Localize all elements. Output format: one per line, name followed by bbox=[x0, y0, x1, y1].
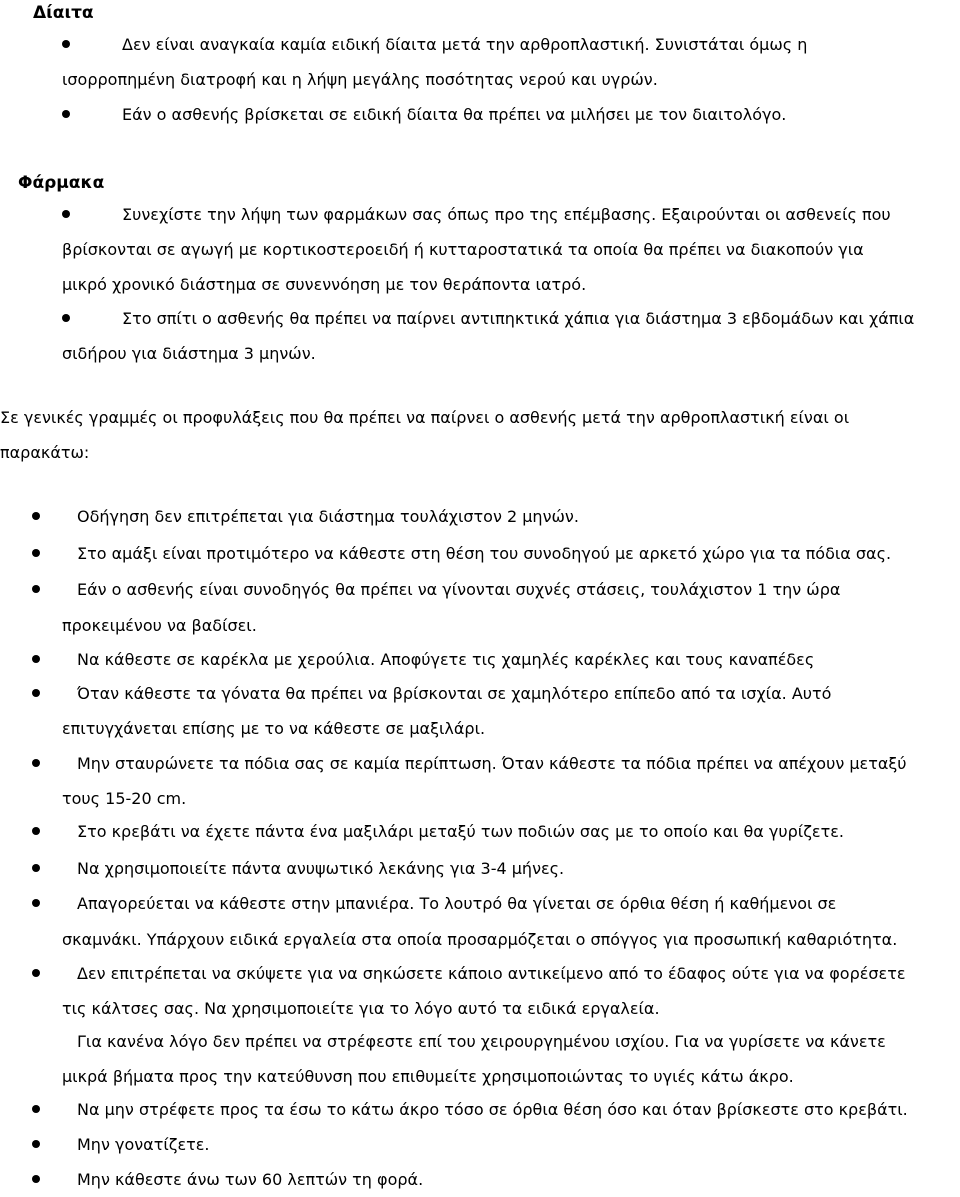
precaution-item bbox=[32, 499, 960, 534]
precaution-item bbox=[32, 746, 960, 816]
list-item bbox=[62, 97, 960, 132]
bullet-icon bbox=[32, 956, 52, 991]
bullet-icon bbox=[32, 886, 52, 921]
list-item-line: σκαμνάκι. Υπάρχουν ειδικά εργαλεία στα οποία προσαρμόζεται ο σπόγγος για προσωπική καθαριότητα. bbox=[62, 930, 898, 949]
bullet-icon bbox=[32, 536, 52, 571]
precaution-item bbox=[32, 1024, 960, 1094]
precaution-item bbox=[32, 1162, 960, 1193]
precaution-item bbox=[32, 886, 960, 956]
section-heading-medication: Φάρμακα bbox=[18, 173, 105, 193]
precaution-item bbox=[32, 536, 960, 571]
list-item-line: Συνεχίστε την λήψη των φαρμάκων σας όπως προ της επέμβασης. Εξαιρούνται οι ασθενείς που bbox=[122, 205, 891, 224]
list-item-line: τους 15-20 cm. bbox=[62, 789, 187, 808]
list-item-line: μικρό χρονικό διάστημα σε συνεννόηση με τον θεράποντα ιατρό. bbox=[62, 275, 587, 294]
list-item-line: Μην σταυρώνετε τα πόδια σας σε καμία περίπτωση. Όταν κάθεστε τα πόδια πρέπει να απέχουν μεταξύ bbox=[77, 754, 907, 773]
bullet-icon bbox=[62, 97, 82, 132]
list-item-line: Μην γονατίζετε. bbox=[77, 1135, 210, 1154]
precaution-item bbox=[32, 642, 960, 677]
precaution-item bbox=[32, 572, 960, 642]
bullet-icon bbox=[32, 499, 52, 534]
list-item-line: Όταν κάθεστε τα γόνατα θα πρέπει να βρίσκονται σε χαμηλότερο επίπεδο από τα ισχία. Αυτό bbox=[77, 684, 832, 703]
bullet-icon bbox=[32, 572, 52, 607]
list-item-line: βρίσκονται σε αγωγή με κορτικοστεροειδή ή κυτταροστατικά τα οποία θα πρέπει να διακοπούν για bbox=[62, 240, 864, 259]
list-item bbox=[62, 301, 960, 371]
paragraph-line: παρακάτω: bbox=[0, 443, 90, 462]
list-item bbox=[62, 197, 960, 302]
bullet-icon bbox=[32, 1162, 52, 1197]
bullet-icon bbox=[32, 814, 52, 849]
bullet-icon bbox=[62, 197, 82, 232]
list-item-line: Να μην στρέφετε προς τα έσω το κάτω άκρο τόσο σε όρθια θέση όσο και όταν βρίσκεστε στο κρεβάτι. bbox=[77, 1100, 908, 1119]
precaution-item bbox=[32, 1127, 960, 1162]
list-item-line: Στο αμάξι είναι προτιμότερο να κάθεστε στη θέση του συνοδηγού με αρκετό χώρο για τα πόδια σας. bbox=[77, 544, 892, 563]
list-item-line: σιδήρου για διάστημα 3 μηνών. bbox=[62, 344, 316, 363]
list-item bbox=[62, 27, 960, 97]
list-item-line: Οδήγηση δεν επιτρέπεται για διάστημα τουλάχιστον 2 μηνών. bbox=[77, 507, 579, 526]
precaution-item bbox=[32, 676, 960, 746]
bullet-icon bbox=[32, 676, 52, 711]
bullet-icon bbox=[62, 301, 82, 336]
bullet-icon bbox=[32, 746, 52, 781]
list-item-line: Δεν είναι αναγκαία καμία ειδική δίαιτα μετά την αρθροπλαστική. Συνιστάται όμως η bbox=[122, 35, 808, 54]
list-item-line: Στο σπίτι ο ασθενής θα πρέπει να παίρνει αντιπηκτικά χάπια για διάστημα 3 εβδομάδων και χάπια bbox=[122, 309, 915, 328]
list-item-line: τις κάλτσες σας. Να χρησιμοποιείτε για το λόγο αυτό τα ειδικά εργαλεία. bbox=[62, 999, 660, 1018]
list-item-line: Απαγορεύεται να κάθεστε στην μπανιέρα. Το λουτρό θα γίνεται σε όρθια θέση ή καθήμενοι σε bbox=[77, 894, 837, 913]
list-item-line: μικρά βήματα προς την κατεύθυνση που επιθυμείτε χρησιμοποιώντας το υγιές κάτω άκρο. bbox=[62, 1067, 794, 1086]
list-item-line: Στο κρεβάτι να έχετε πάντα ένα μαξιλάρι μεταξύ των ποδιών σας με το οποίο και θα γυρίζετε. bbox=[77, 822, 844, 841]
list-item-line: προκειμένου να βαδίσει. bbox=[62, 616, 257, 635]
paragraph-line: Σε γενικές γραμμές οι προφυλάξεις που θα πρέπει να παίρνει ο ασθενής μετά την αρθροπλαστική είναι οι bbox=[0, 408, 850, 427]
list-item-line: Για κανένα λόγο δεν πρέπει να στρέφεστε επί του χειρουργημένου ισχίου. Για να γυρίσετε να κάνετε bbox=[77, 1032, 886, 1051]
bullet-icon bbox=[32, 1127, 52, 1162]
list-item-line: Εάν ο ασθενής είναι συνοδηγός θα πρέπει να γίνονται συχνές στάσεις, τουλάχιστον 1 την ώρα bbox=[77, 580, 841, 599]
precaution-item bbox=[32, 814, 960, 849]
bullet-icon bbox=[62, 27, 82, 62]
bullet-icon bbox=[32, 851, 52, 886]
section-heading-diet: Δίαιτα bbox=[33, 3, 94, 23]
list-item-line: Να χρησιμοποιείτε πάντα ανυψωτικό λεκάνης για 3-4 μήνες. bbox=[77, 859, 565, 878]
precaution-item bbox=[32, 956, 960, 1026]
precaution-item bbox=[32, 851, 960, 886]
intro-paragraph bbox=[0, 400, 960, 470]
list-item-line: Να κάθεστε σε καρέκλα με χερούλια. Αποφύγετε τις χαμηλές καρέκλες και τους καναπέδες bbox=[77, 650, 815, 669]
list-item-line: ισορροπημένη διατροφή και η λήψη μεγάλης ποσότητας νερού και υγρών. bbox=[62, 70, 658, 89]
list-item-line: Εάν ο ασθενής βρίσκεται σε ειδική δίαιτα θα πρέπει να μιλήσει με τον διαιτολόγο. bbox=[122, 105, 787, 124]
bullet-icon bbox=[32, 1092, 52, 1127]
list-item-line: Μην κάθεστε άνω των 60 λεπτών τη φορά. bbox=[77, 1170, 424, 1189]
list-item-line: Δεν επιτρέπεται να σκύψετε για να σηκώσετε κάποιο αντικείμενο από το έδαφος ούτε για να φορέσετε bbox=[77, 964, 906, 983]
bullet-icon bbox=[32, 642, 52, 677]
precaution-item bbox=[32, 1092, 960, 1127]
list-item-line: επιτυγχάνεται επίσης με το να κάθεστε σε μαξιλάρι. bbox=[62, 719, 486, 738]
